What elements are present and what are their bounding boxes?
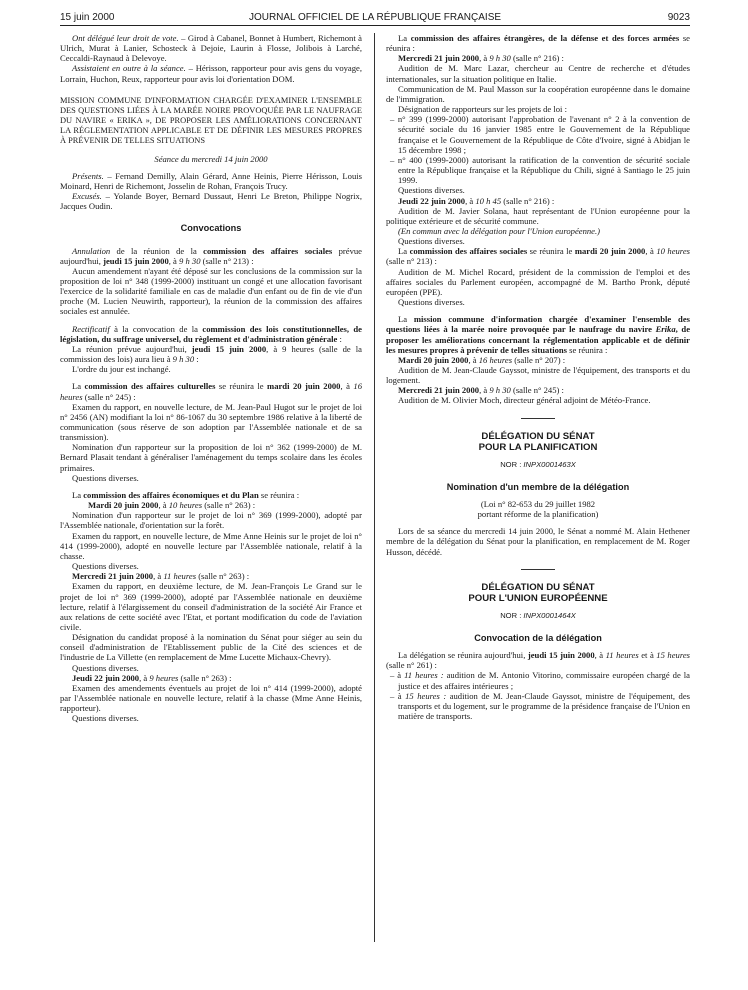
loi-reference: (Loi n° 82-653 du 29 juillet 1982 portant réforme de la planification): [477, 498, 599, 520]
etrangeres-list-item: – n° 399 (1999-2000) autorisant l'approbation de l'avenant n° 2 à la convention de sécurité sociale du 16 janvier 1985 entre le Gouvernement de la République française et le Gouvernement de la République de Côte d'Ivoire, signé à Abidjan le 15 décembre 1998 ;: [390, 114, 690, 155]
economiques-item: Questions diverses.: [72, 713, 139, 724]
etrangeres-list-item: – n° 400 (1999-2000) autorisant la ratification de la convention de sécurité sociale entre la République française et la République du Chili, signé à Santiago le 25 juin 1999.: [390, 154, 690, 186]
sociales-item: Questions diverses.: [398, 297, 465, 308]
nor-reference: NOR : INPX0001464X: [500, 610, 576, 620]
rectificatif-note: L'ordre du jour est inchangé.: [72, 364, 171, 375]
delegation-planification-title: DÉLÉGATION DU SÉNAT POUR LA PLANIFICATION: [478, 430, 598, 453]
column-divider: [374, 33, 375, 942]
right-column: [386, 33, 690, 721]
culturelles-item: Examen du rapport, en nouvelle lecture, de M. Jean-Paul Hugot sur le projet de loi n° 2456 (AN) modifiant la loi n° 86-1067 du 30 septembre 1986 relative à la liberté de communication (sous réserve de son adoption par l'Assemblée nationale et de sa transmission).: [60, 401, 362, 443]
economiques-item: Questions diverses.: [72, 662, 139, 673]
economiques-paragraph: La commission des affaires économiques et du Plan se réunira :: [72, 489, 300, 500]
etrangeres-paragraph: La commission des affaires étrangères, de la défense et des forces armées se réunira :: [386, 33, 690, 54]
economiques-item: Examen du rapport, en deuxième lecture, de M. Jean-François Le Grand sur le projet de loi n° 369 (1999-2000), adopté par l'Assemblée nationale en deuxième lecture, relatif à l'élargissement du conseil d'administration de la société Air France et aux relations de cette société avec l'Etat, et portant modification du code de l'aviation civile.: [60, 581, 362, 632]
nomination-heading: Nomination d'un membre de la délégation: [446, 481, 630, 492]
header-title: JOURNAL OFFICIEL DE LA RÉPUBLIQUE FRANÇAISE: [248, 12, 502, 23]
sociales-item: Audition de M. Michel Rocard, président de la commission de l'emploi et des affaires sociales du Parlement européen, accompagné de M. Bartho Pronk, député européen (PPE).: [386, 266, 690, 297]
nor-reference: NOR : INPX0001463X: [500, 459, 576, 469]
convocation-list-item: – à 15 heures : audition de M. Jean-Claude Gayssot, ministre de l'équipement, des transports et du logement, sur le programme de la présidence française de l'Union en matière de transports.: [390, 690, 690, 721]
economiques-date: Jeudi 22 juin 2000, à 9 heures (salle n° 263) :: [72, 672, 232, 683]
convocations-heading: Convocations: [180, 223, 242, 234]
page-header: [60, 10, 690, 26]
etrangeres-item: Audition de M. Marc Lazar, chercheur au Centre de recherche et d'études internationales, sur la situation politique en Italie.: [386, 63, 690, 84]
etrangeres-item: Audition de M. Javier Solana, haut représentant de l'Union européenne pour la politique extérieure et de sécurité commune.: [386, 205, 690, 226]
vote-delegation-paragraph: Ont délégué leur droit de vote. – Girod à Cabanel, Bonnet à Humbert, Richemont à Ulrich, Murat à Lanier, Schosteck à Dejoie, Laurin à Flosse, Jolibois à Larché, Ceccaldi-Raynaud à Delevoye.: [60, 33, 362, 64]
rectificatif-paragraph: Rectificatif à la convocation de la commission des lois constitutionnelles, de législation, du suffrage universel, du règlement et d'administration générale :: [60, 323, 362, 344]
etrangeres-date: Mercredi 21 juin 2000, à 9 h 30 (salle n° 216) :: [398, 53, 564, 64]
economiques-date: Mercredi 21 juin 2000, à 11 heures (salle n° 263) :: [72, 571, 250, 582]
economiques-item: Désignation du candidat proposé à la nomination du Sénat pour siéger au sein du conseil d'administration de l'Etablissement public de la Cité des sciences et de l'industrie de La Villette (en remplacement de Mme Lucette Michaux-Chevry).: [60, 632, 362, 663]
economiques-item: Questions diverses.: [72, 561, 139, 572]
rectificatif-body: La réunion prévue aujourd'hui, jeudi 15 juin 2000, à 9 heures (salle de la commission des lois) aura lieu à 9 h 30 :: [60, 343, 362, 365]
convocation-delegation-heading: Convocation de la délégation: [474, 632, 602, 643]
header-page-number: 9023: [667, 12, 690, 23]
mission-paragraph: La mission commune d'information chargée d'examiner l'ensemble des questions liées à la marée noire provoquée par le naufrage du navire Erika, de proposer les améliorations concernant la réglementation applicable et de définir les mesures propres à prévenir de telles situations se réunira :: [386, 314, 691, 355]
culturelles-item: Nomination d'un rapporteur sur la proposition de loi n° 362 (1999-2000) de M. Bernard Plasait tendant à généraliser l'aménagement du temps scolaire dans les écoles primaires.: [60, 442, 362, 473]
economiques-item: Nomination d'un rapporteur sur le projet de loi n° 369 (1999-2000), adopté par l'Assemblée nationale, d'orientation sur la forêt.: [60, 510, 362, 531]
sociales-paragraph: La commission des affaires sociales se réunira le mardi 20 juin 2000, à 10 heures (salle n° 213) :: [386, 246, 690, 267]
annulation-body: Aucun amendement n'ayant été déposé sur les conclusions de la commission sur la proposition de loi n° 348 (1999-2000) instituant un congé et une allocation favorisant l'exercice de la solidarité familiale en cas de maladie d'un enfant ou de fin de vie d'un proche (M. Lucien Neuwirth, rapporteur), la réunion de la commission des affaires sociales est annulée.: [60, 265, 362, 317]
economiques-date: Mardi 20 juin 2000, à 10 heures (salle n° 263) :: [88, 500, 256, 511]
culturelles-paragraph: La commission des affaires culturelles se réunira le mardi 20 juin 2000, à 16 heures (salle n° 245) :: [60, 381, 362, 402]
mission-item: Audition de M. Jean-Claude Gayssot, ministre de l'équipement, des transports et du logement.: [386, 365, 690, 386]
etrangeres-note: (En commun avec la délégation pour l'Union européenne.): [398, 225, 600, 236]
mission-title: MISSION COMMUNE D'INFORMATION CHARGÉE D'EXAMINER L'ENSEMBLE DES QUESTIONS LIÉES À LA MARÉE NOIRE PROVOQUÉE PAR LE NAUFRAGE DU NAVIRE « ERIKA », DE PROPOSER LES AMÉLIORATIONS CONCERNANT LA RÉGLEMENTATION APPLICABLE ET DE DÉFINIR LES MESURES PROPRES À PRÉVENIR DE TELLES SITUATIONS: [60, 95, 362, 146]
mission-item: Audition de M. Olivier Moch, directeur général adjoint de Météo-France.: [398, 395, 651, 406]
seance-date: Séance du mercredi 14 juin 2000: [154, 153, 268, 164]
etrangeres-item: Désignation de rapporteurs sur les projets de loi :: [398, 104, 567, 115]
header-date: 15 juin 2000: [60, 12, 115, 23]
convocation-delegation-body: La délégation se réunira aujourd'hui, jeudi 15 juin 2000, à 11 heures et à 15 heures (salle n° 261) :: [386, 650, 690, 671]
culturelles-item: Questions diverses.: [72, 472, 139, 483]
left-column: [60, 33, 362, 724]
presents-paragraph: Présents. – Fernand Demilly, Alain Gérard, Anne Heinis, Pierre Hérisson, Louis Moinard, Henri de Richemont, Josselin de Rohan, François Trucy.: [60, 170, 362, 191]
etrangeres-item: Communication de M. Paul Masson sur la coopération européenne dans le domaine de l'immigration.: [386, 83, 690, 104]
etrangeres-item: Questions diverses.: [398, 185, 465, 196]
convocation-list-item: – à 11 heures : audition de M. Antonio Vitorino, commissaire européen chargé de la justice et des affaires intérieures ;: [390, 670, 690, 691]
etrangeres-item: Questions diverses.: [398, 236, 465, 247]
economiques-item: Examen des amendements éventuels au projet de loi n° 414 (1999-2000), adopté par l'Assemblée nationale en nouvelle lecture, relatif à la chasse (Mme Anne Heinis, rapporteur).: [60, 682, 362, 714]
delegation-ue-title: DÉLÉGATION DU SÉNAT POUR L'UNION EUROPÉENNE: [468, 581, 608, 604]
economiques-item: Examen du rapport, en nouvelle lecture, de Mme Anne Heinis sur le projet de loi n° 414 (1999-2000), adopté en nouvelle lecture par l'Assemblée nationale, relatif à la chasse.: [60, 530, 362, 561]
excuses-paragraph: Excusés. – Yolande Boyer, Bernard Dussaut, Henri Le Breton, Philippe Nogrix, Jacques Oudin.: [60, 191, 362, 212]
mission-date: Mardi 20 juin 2000, à 16 heures (salle n° 207) :: [398, 354, 566, 365]
attendees-paragraph: Assistaient en outre à la séance. – Hérisson, rapporteur pour avis gens du voyage, Lorrain, Huchon, Reux, rapporteur pour avis loi d'orientation DOM.: [60, 63, 362, 84]
mission-date: Mercredi 21 juin 2000, à 9 h 30 (salle n° 245) :: [398, 385, 564, 396]
annulation-paragraph: Annulation de la réunion de la commission des affaires sociales prévue aujourd'hui, jeudi 15 juin 2000, à 9 h 30 (salle n° 213) :: [60, 245, 362, 266]
header-rule: [60, 25, 690, 26]
nomination-body: Lors de sa séance du mercredi 14 juin 2000, le Sénat a nommé M. Alain Hethener membre de la délégation du Sénat pour la planification, en remplacement de M. Roger Husson, décédé.: [386, 526, 690, 557]
etrangeres-date: Jeudi 22 juin 2000, à 10 h 45 (salle n° 216) :: [398, 195, 555, 206]
